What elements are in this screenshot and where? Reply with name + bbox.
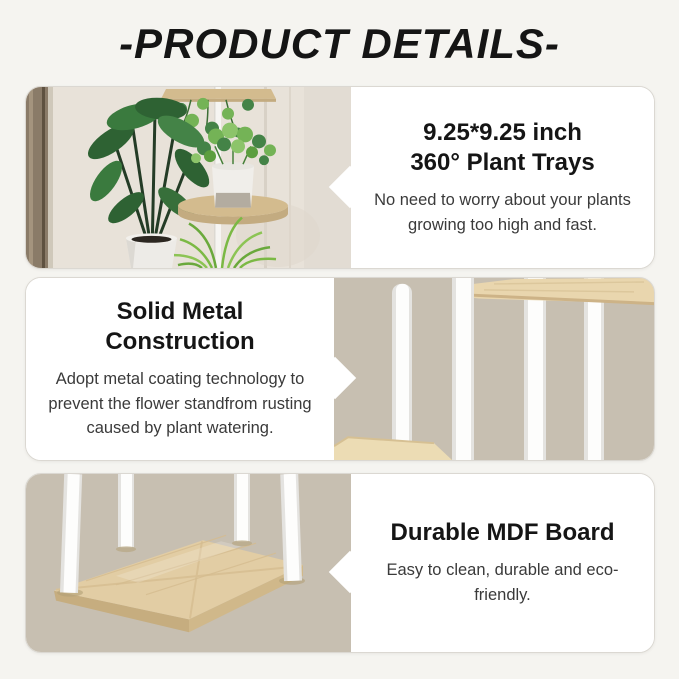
feature-body bbox=[369, 558, 636, 608]
feature-heading bbox=[44, 297, 316, 357]
feature-card-mdf-board bbox=[351, 474, 654, 652]
mdf-board-photo bbox=[26, 474, 351, 652]
large-pot bbox=[126, 233, 177, 268]
body-line: growing too high and fast. bbox=[408, 215, 597, 234]
feature-section-metal-construction bbox=[25, 277, 655, 461]
feature-heading bbox=[369, 518, 636, 548]
mdf-board-illustration bbox=[26, 474, 351, 652]
metal-poles-illustration bbox=[334, 278, 655, 460]
feature-body bbox=[44, 367, 316, 441]
body-line: No need to worry about your plants bbox=[374, 190, 631, 209]
plant-stand-photo bbox=[26, 87, 351, 268]
heading-line: 360° Plant Trays bbox=[410, 148, 595, 176]
plant-stand-illustration bbox=[26, 87, 351, 268]
heading-line: 9.25*9.25 inch bbox=[423, 118, 582, 146]
metal-poles-photo bbox=[334, 278, 655, 460]
page-title: -PRODUCT DETAILS- bbox=[119, 20, 560, 67]
feature-heading bbox=[369, 118, 636, 178]
window-frame bbox=[26, 87, 53, 268]
upper-tray bbox=[161, 89, 276, 102]
feature-card-metal-construction bbox=[26, 278, 334, 460]
feature-card-plant-trays bbox=[351, 87, 654, 268]
heading-line: Solid Metal Construction bbox=[105, 297, 255, 355]
body-line: Easy to clean, durable and eco-friendly. bbox=[386, 561, 619, 604]
heading-line: Durable MDF Board bbox=[390, 519, 615, 547]
feature-body bbox=[369, 188, 636, 238]
body-line: prevent the flower standfrom rusting bbox=[48, 394, 312, 413]
feature-section-plant-trays bbox=[25, 86, 655, 269]
body-line: Adopt metal coating technology to bbox=[55, 369, 305, 388]
feature-section-mdf-board bbox=[25, 473, 655, 653]
body-line: caused by plant watering. bbox=[86, 419, 274, 438]
